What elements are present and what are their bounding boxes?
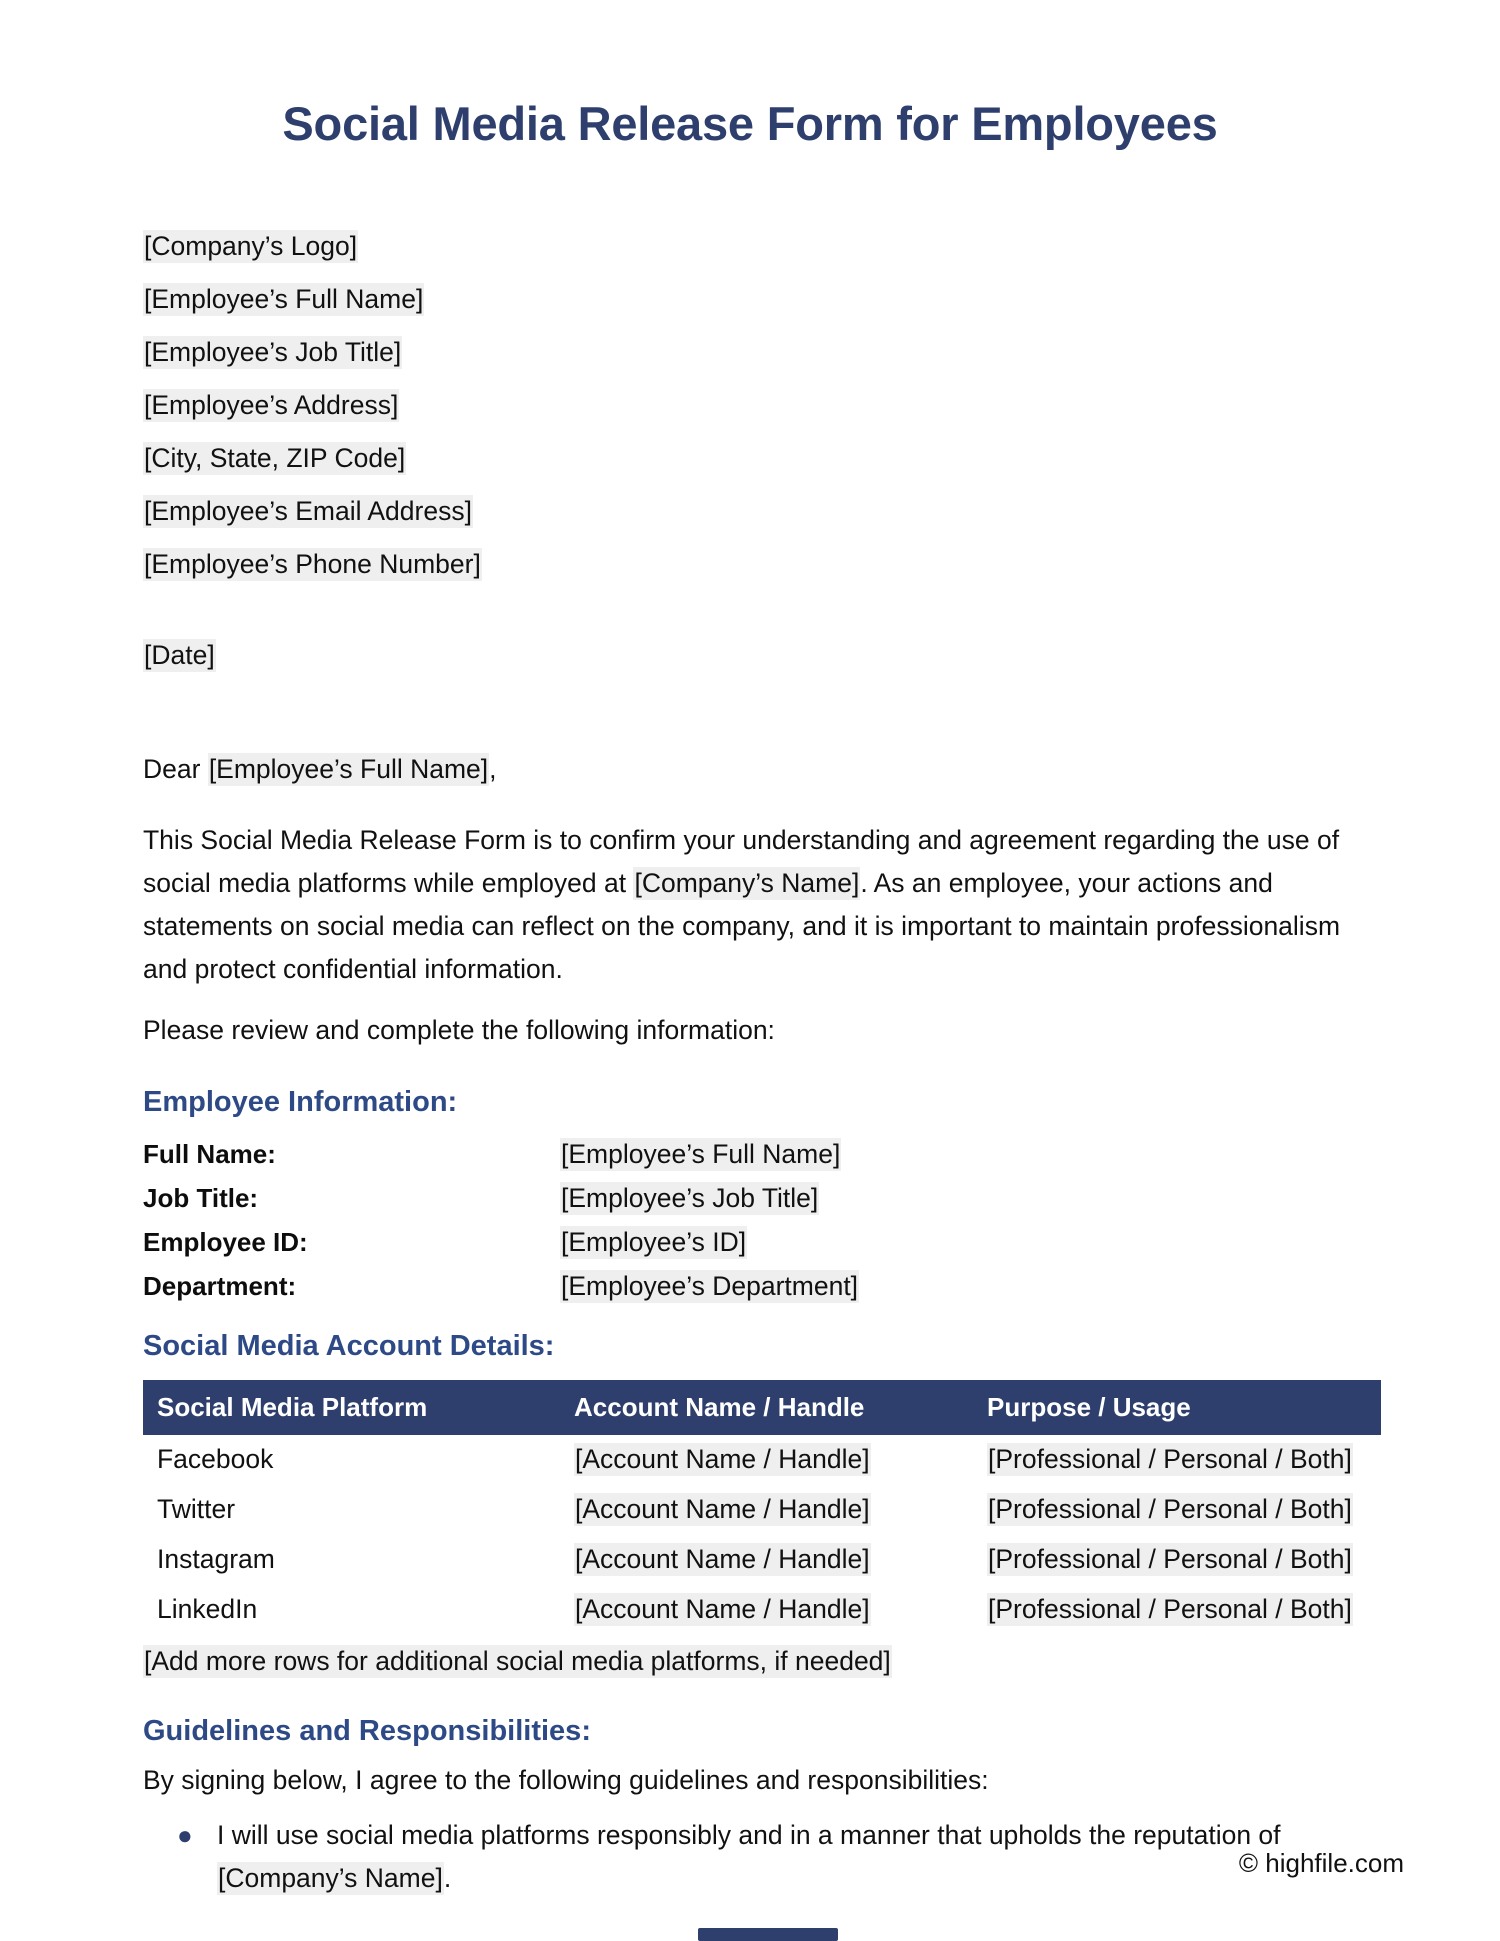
placeholder-company-name-intro: [Company’s Name] <box>634 868 860 898</box>
placeholder-info-employee-id: [Employee’s ID] <box>561 1227 747 1257</box>
salutation <box>143 749 1383 789</box>
cell-purpose-instagram[interactable] <box>973 1535 1381 1585</box>
column-header-handle: Account Name / Handle <box>560 1380 973 1435</box>
bullet-dot-icon: ● <box>177 1820 193 1850</box>
info-label-job-title: Job Title: <box>143 1183 259 1213</box>
cell-purpose-linkedin[interactable] <box>973 1585 1381 1635</box>
letterhead-line-job-title <box>143 326 1383 379</box>
info-label-employee-id: Employee ID: <box>143 1227 308 1257</box>
info-value-job-title <box>560 1176 1383 1220</box>
social-media-accounts-table <box>143 1380 1381 1635</box>
placeholder-employee-job-title: [Employee’s Job Title] <box>144 337 402 367</box>
letterhead-line-address <box>143 379 1383 432</box>
page-title: Social Media Release Form for Employees <box>282 97 1218 150</box>
spacer-after-intro <box>143 991 1383 1009</box>
letterhead-line-logo <box>143 220 1383 273</box>
intro-part-2: . As an employee, your actions and statements on social media can reflect on the company, and it is important to maintain professionalism and protect confidential information. <box>143 868 1341 984</box>
spacer-before-guidelines <box>143 1681 1383 1711</box>
table-row <box>143 1535 1381 1585</box>
placeholder-employee-phone: [Employee’s Phone Number] <box>144 549 481 579</box>
placeholder-company-logo: [Company’s Logo] <box>144 231 358 261</box>
placeholder-employee-address: [Employee’s Address] <box>144 390 399 420</box>
employee-information-grid <box>143 1132 1383 1308</box>
info-label-department: Department: <box>143 1271 297 1301</box>
placeholder-info-job-title: [Employee’s Job Title] <box>561 1183 819 1213</box>
cell-handle-twitter[interactable] <box>560 1485 973 1535</box>
date-line <box>143 635 1383 675</box>
section-heading-guidelines-and-responsibilities: Guidelines and Responsibilities: <box>143 1715 591 1747</box>
placeholder-handle-instagram: [Account Name / Handle] <box>575 1544 870 1574</box>
intro-paragraph <box>143 819 1353 991</box>
placeholder-salutation-name: [Employee’s Full Name] <box>208 754 489 784</box>
placeholder-employee-full-name: [Employee’s Full Name] <box>144 284 424 314</box>
guidelines-lead-in: By signing below, I agree to the following guidelines and responsibilities: <box>143 1765 989 1795</box>
bullet-text-before: I will use social media platforms responsibly and in a manner that upholds the reputation of <box>217 1820 1281 1850</box>
placeholder-purpose-facebook: [Professional / Personal / Both] <box>988 1444 1352 1474</box>
placeholder-handle-linkedin: [Account Name / Handle] <box>575 1594 870 1624</box>
spacer-after-date <box>143 675 1383 719</box>
spacer-before-salutation <box>143 719 1383 749</box>
footer-credit: © highfile.com <box>1238 1848 1404 1878</box>
placeholder-info-full-name: [Employee’s Full Name] <box>561 1139 841 1169</box>
spacer-after-salutation <box>143 789 1383 819</box>
column-header-platform: Social Media Platform <box>143 1380 560 1435</box>
placeholder-purpose-instagram: [Professional / Personal / Both] <box>988 1544 1352 1574</box>
placeholder-purpose-linkedin: [Professional / Personal / Both] <box>988 1594 1352 1624</box>
letterhead-line-email <box>143 485 1383 538</box>
table-header-row <box>143 1380 1381 1435</box>
placeholder-company-name-bullet: [Company’s Name] <box>218 1863 443 1893</box>
table-row <box>143 1585 1381 1635</box>
placeholder-handle-facebook: [Account Name / Handle] <box>575 1444 870 1474</box>
placeholder-add-more-rows: [Add more rows for additional social media platforms, if needed] <box>144 1646 891 1676</box>
placeholder-date: [Date] <box>144 640 215 670</box>
salutation-suffix: , <box>489 754 497 784</box>
cell-platform-twitter: Twitter <box>143 1485 560 1535</box>
document-body <box>143 220 1383 1900</box>
column-header-purpose: Purpose / Usage <box>973 1380 1381 1435</box>
cell-handle-instagram[interactable] <box>560 1535 973 1585</box>
letterhead-block <box>143 220 1383 591</box>
table-body <box>143 1435 1381 1635</box>
placeholder-employee-email: [Employee’s Email Address] <box>144 496 472 526</box>
salutation-prefix: Dear <box>143 754 208 784</box>
intro-instruction: Please review and complete the following information: <box>143 1015 775 1045</box>
table-row <box>143 1485 1381 1535</box>
cell-platform-linkedin: LinkedIn <box>143 1585 560 1635</box>
intro-part-1: This Social Media Release Form is to confirm your understanding and agreement regarding the use of social media platforms while employed at <box>143 825 1340 898</box>
cell-purpose-facebook[interactable] <box>973 1435 1381 1485</box>
cell-purpose-twitter[interactable] <box>973 1485 1381 1535</box>
spacer-after-letterhead <box>143 591 1383 635</box>
spacer-before-employee-info <box>143 1052 1383 1082</box>
placeholder-info-department: [Employee’s Department] <box>561 1271 859 1301</box>
spacer-before-social-table <box>143 1308 1383 1326</box>
info-value-full-name <box>560 1132 1383 1176</box>
letterhead-line-city-state-zip <box>143 432 1383 485</box>
info-value-department <box>560 1264 1383 1308</box>
cell-handle-facebook[interactable] <box>560 1435 973 1485</box>
page-break-indicator <box>698 1928 838 1941</box>
bullet-text-after: . <box>443 1863 452 1893</box>
cell-handle-linkedin[interactable] <box>560 1585 973 1635</box>
placeholder-purpose-twitter: [Professional / Personal / Both] <box>988 1494 1352 1524</box>
cell-platform-instagram: Instagram <box>143 1535 560 1585</box>
letterhead-line-phone <box>143 538 1383 591</box>
section-heading-social-media-account-details: Social Media Account Details: <box>143 1330 555 1362</box>
letterhead-line-full-name <box>143 273 1383 326</box>
info-label-full-name: Full Name: <box>143 1139 276 1169</box>
placeholder-city-state-zip: [City, State, ZIP Code] <box>144 443 406 473</box>
section-heading-employee-information: Employee Information: <box>143 1086 458 1118</box>
info-value-employee-id <box>560 1220 1383 1264</box>
placeholder-handle-twitter: [Account Name / Handle] <box>575 1494 870 1524</box>
table-header <box>143 1380 1381 1435</box>
add-more-rows-note <box>143 1641 1383 1681</box>
table-row <box>143 1435 1381 1485</box>
cell-platform-facebook: Facebook <box>143 1435 560 1485</box>
